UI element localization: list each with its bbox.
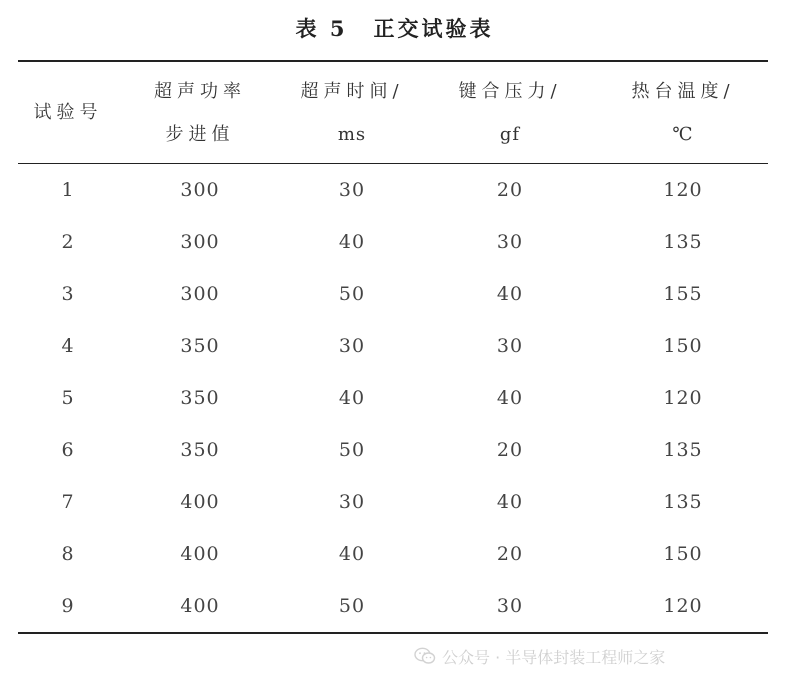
table-row — [18, 164, 768, 217]
cell-force: 20 — [496, 543, 524, 565]
cell-temperature: 135 — [663, 439, 703, 461]
cell-time: 50 — [338, 439, 366, 461]
cell-trial-no: 4 — [61, 335, 75, 357]
cell-time: 40 — [338, 231, 366, 253]
cell-temperature: 150 — [663, 543, 703, 565]
header-trial-no: 试验号 — [33, 102, 103, 123]
header-bonding-force: 键合压力/ gf — [458, 80, 562, 145]
table-row — [18, 216, 768, 268]
cell-time: 40 — [338, 387, 366, 409]
cell-power: 400 — [180, 491, 220, 513]
cell-trial-no: 5 — [61, 387, 75, 409]
table-number: 表 5 — [295, 16, 348, 41]
cell-force: 30 — [496, 335, 524, 357]
cell-force: 20 — [496, 179, 524, 201]
cell-temperature: 120 — [663, 387, 703, 409]
cell-trial-no: 1 — [61, 179, 75, 201]
cell-force: 40 — [496, 387, 524, 409]
cell-time: 50 — [338, 595, 366, 617]
cell-temperature: 150 — [663, 335, 703, 357]
cell-power: 350 — [180, 387, 220, 409]
table-row — [18, 320, 768, 372]
table-row — [18, 528, 768, 580]
cell-time: 50 — [338, 283, 366, 305]
cell-temperature: 135 — [663, 231, 703, 253]
cell-power: 300 — [180, 231, 220, 253]
cell-temperature: 120 — [663, 179, 703, 201]
cell-power: 400 — [180, 595, 220, 617]
cell-trial-no: 7 — [61, 491, 75, 513]
cell-force: 30 — [496, 595, 524, 617]
cell-time: 30 — [338, 491, 366, 513]
cell-force: 40 — [496, 283, 524, 305]
table-caption — [0, 14, 789, 44]
cell-temperature: 120 — [663, 595, 703, 617]
cell-trial-no: 6 — [61, 439, 75, 461]
header-row — [18, 61, 768, 164]
table-row — [18, 580, 768, 633]
cell-temperature: 155 — [663, 283, 703, 305]
cell-force: 30 — [496, 231, 524, 253]
cell-temperature: 135 — [663, 491, 703, 513]
wechat-icon — [414, 647, 436, 665]
cell-power: 350 — [180, 439, 220, 461]
orthogonal-test-table — [18, 60, 768, 634]
watermark — [414, 644, 665, 668]
table-header — [18, 61, 768, 164]
cell-trial-no: 8 — [61, 543, 75, 565]
cell-time: 40 — [338, 543, 366, 565]
cell-power: 300 — [180, 179, 220, 201]
header-ultrasonic-power: 超声功率 步进值 — [154, 80, 246, 145]
cell-force: 40 — [496, 491, 524, 513]
cell-time: 30 — [338, 335, 366, 357]
watermark-text: 公众号 · 半导体封装工程师之家 — [442, 647, 666, 667]
cell-trial-no: 2 — [61, 231, 75, 253]
cell-trial-no: 3 — [61, 283, 75, 305]
table-body — [18, 164, 768, 634]
table-row — [18, 476, 768, 528]
header-ultrasonic-time: 超声时间/ ms — [300, 80, 404, 145]
table-row — [18, 268, 768, 320]
cell-trial-no: 9 — [61, 595, 75, 617]
table-title: 正交试验表 — [373, 16, 494, 41]
cell-power: 350 — [180, 335, 220, 357]
table-row — [18, 424, 768, 476]
header-stage-temperature: 热台温度/ ℃ — [631, 80, 735, 145]
cell-time: 30 — [338, 179, 366, 201]
cell-power: 300 — [180, 283, 220, 305]
table-row — [18, 372, 768, 424]
cell-power: 400 — [180, 543, 220, 565]
cell-force: 20 — [496, 439, 524, 461]
